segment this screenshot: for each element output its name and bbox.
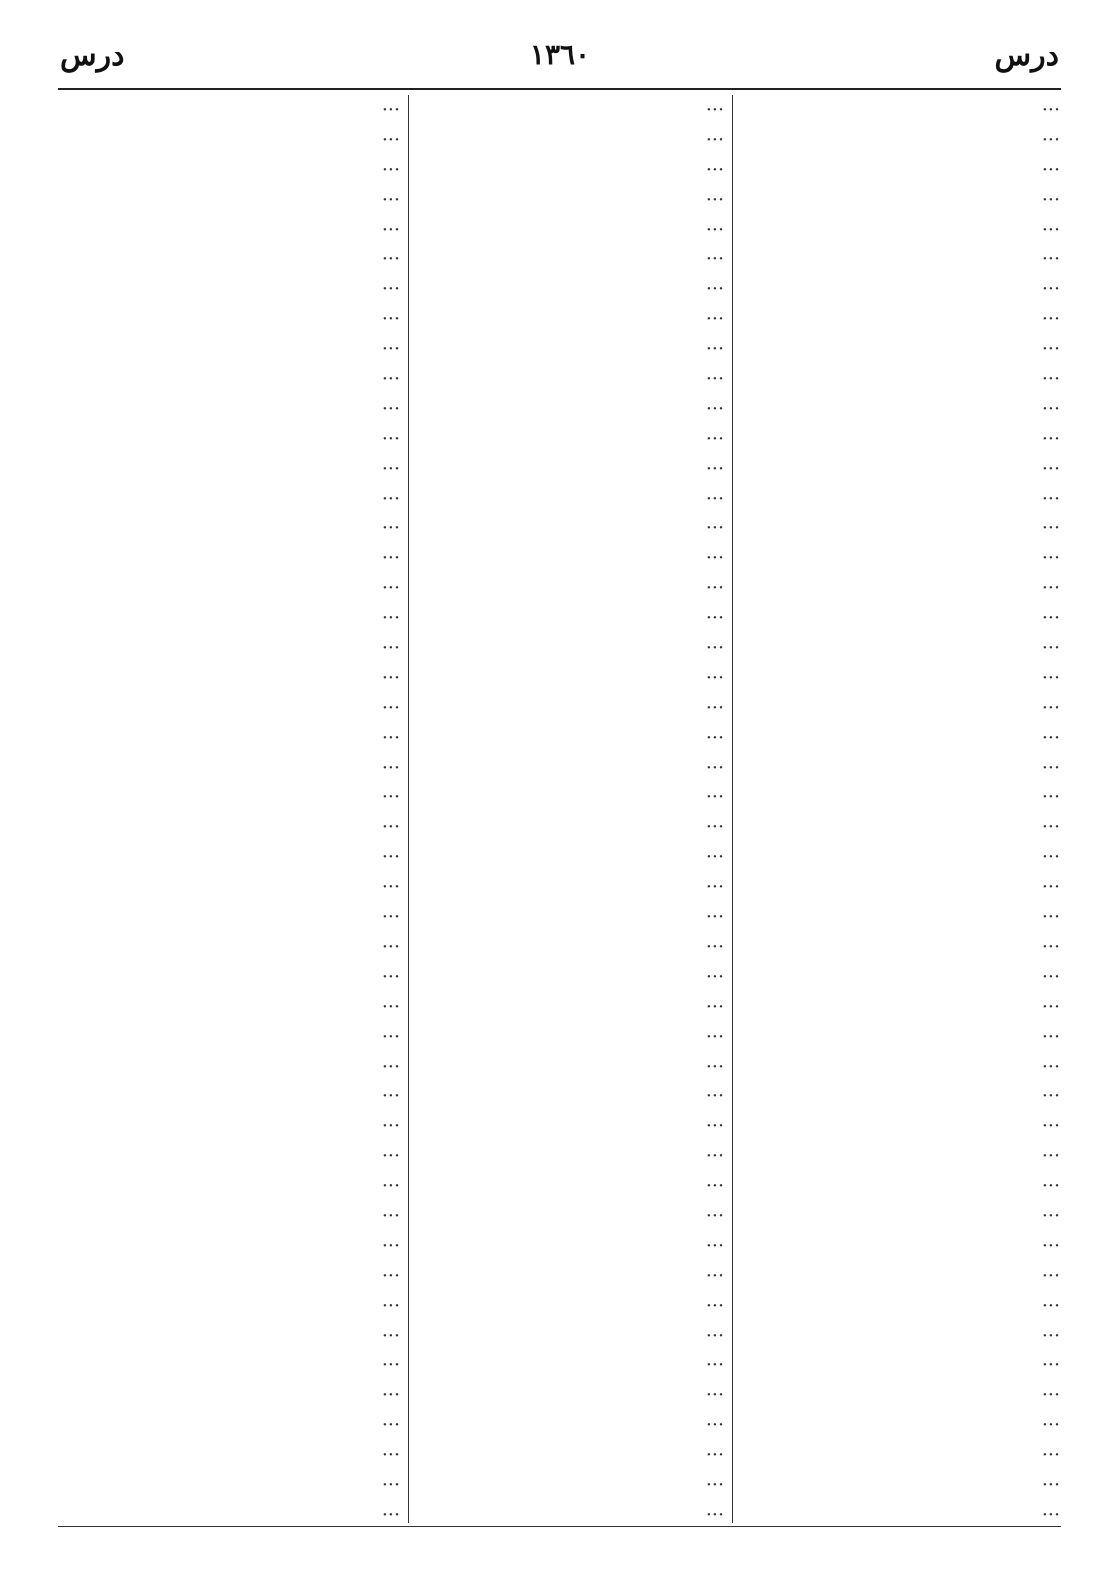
text-line: ··· (705, 906, 724, 929)
text-line: ··· (705, 965, 724, 988)
text-line: ··· (381, 666, 400, 689)
text-line: ··· (1041, 906, 1060, 929)
text-line: ··· (1041, 995, 1060, 1018)
text-line: ··· (381, 965, 400, 988)
text-line: ··· (381, 1234, 400, 1257)
text-line: ··· (381, 158, 400, 181)
text-line: ··· (1041, 786, 1060, 809)
text-line: ··· (381, 786, 400, 809)
text-line: ··· (705, 607, 724, 630)
text-line: ··· (1041, 1145, 1060, 1168)
text-line: ··· (705, 457, 724, 480)
text-line: ··· (705, 1085, 724, 1108)
text-line: ··· (1041, 1324, 1060, 1347)
text-line: ··· (381, 1444, 400, 1467)
text-line: ··· (705, 128, 724, 151)
text-line: ··· (381, 756, 400, 779)
text-line: ··· (705, 1264, 724, 1287)
text-line: ··· (381, 607, 400, 630)
text-line: ··· (1041, 666, 1060, 689)
text-line: ··· (381, 248, 400, 271)
text-line: ··· (705, 577, 724, 600)
text-line: ··· (381, 1115, 400, 1138)
header-rule (58, 88, 1061, 90)
text-line: ··· (705, 995, 724, 1018)
text-line: ··· (1041, 1294, 1060, 1317)
text-column-middle (418, 96, 726, 1522)
text-line: ··· (381, 338, 400, 361)
text-line: ··· (1041, 99, 1060, 121)
text-line: ··· (381, 368, 400, 391)
text-line: ··· (1041, 128, 1060, 151)
text-line: ··· (1041, 397, 1060, 420)
text-line: ··· (705, 666, 724, 689)
text-line: ··· (381, 1264, 400, 1287)
text-line: ··· (381, 1175, 400, 1198)
text-line: ··· (705, 816, 724, 839)
text-line: ··· (381, 1384, 400, 1407)
text-line: ··· (1041, 1384, 1060, 1407)
text-line: ··· (1041, 1025, 1060, 1048)
text-line: ··· (1041, 517, 1060, 540)
text-line: ··· (705, 338, 724, 361)
text-line: ··· (381, 1055, 400, 1078)
text-line: ··· (381, 1145, 400, 1168)
text-line: ··· (705, 99, 724, 121)
text-line: ··· (705, 517, 724, 540)
text-line: ··· (705, 158, 724, 181)
text-line: ··· (381, 99, 400, 121)
text-line: ··· (381, 517, 400, 540)
text-line: ··· (1041, 577, 1060, 600)
text-line: ··· (705, 278, 724, 301)
text-line: ··· (705, 487, 724, 510)
text-line: ··· (705, 1025, 724, 1048)
text-line: ··· (381, 696, 400, 719)
text-line: ··· (1041, 846, 1060, 869)
text-line: ··· (381, 278, 400, 301)
text-line: ··· (705, 1414, 724, 1437)
text-line: ··· (705, 308, 724, 331)
text-line: ··· (705, 1473, 724, 1496)
text-line: ··· (381, 1204, 400, 1227)
text-line: ··· (1041, 1204, 1060, 1227)
text-line: ··· (381, 846, 400, 869)
text-line: ··· (381, 935, 400, 958)
text-line: ··· (381, 577, 400, 600)
text-line: ··· (705, 427, 724, 450)
text-line: ··· (381, 1354, 400, 1377)
text-line: ··· (1041, 1414, 1060, 1437)
text-line: ··· (381, 906, 400, 929)
text-line: ··· (1041, 427, 1060, 450)
text-line: ··· (705, 1294, 724, 1317)
text-column-right (742, 96, 1062, 1522)
text-line: ··· (1041, 487, 1060, 510)
text-line: ··· (705, 397, 724, 420)
text-line: ··· (1041, 248, 1060, 271)
text-line: ··· (381, 637, 400, 660)
text-line: ··· (1041, 876, 1060, 899)
text-line: ··· (381, 1414, 400, 1437)
text-line: ··· (381, 427, 400, 450)
text-line: ··· (705, 696, 724, 719)
text-line: ··· (705, 1175, 724, 1198)
text-line: ··· (1041, 696, 1060, 719)
text-line: ··· (1041, 1085, 1060, 1108)
text-line: ··· (1041, 457, 1060, 480)
text-line: ··· (1041, 965, 1060, 988)
text-line: ··· (381, 1085, 400, 1108)
footer-rule (58, 1526, 1061, 1527)
text-line: ··· (705, 1204, 724, 1227)
text-line: ··· (1041, 756, 1060, 779)
text-line: ··· (1041, 816, 1060, 839)
text-line: ··· (705, 876, 724, 899)
text-line: ··· (381, 1025, 400, 1048)
text-line: ··· (705, 756, 724, 779)
text-line: ··· (705, 786, 724, 809)
text-line: ··· (705, 1055, 724, 1078)
text-line: ··· (381, 487, 400, 510)
page-number: ١٣٦٠ (529, 38, 591, 71)
text-line: ··· (705, 188, 724, 211)
running-head-left: درس (60, 38, 125, 73)
text-line: ··· (1041, 1354, 1060, 1377)
text-line: ··· (1041, 158, 1060, 181)
text-line: ··· (1041, 547, 1060, 570)
text-line: ··· (705, 218, 724, 241)
text-line: ··· (381, 128, 400, 151)
text-line: ··· (705, 1354, 724, 1377)
text-line: ··· (705, 1145, 724, 1168)
column-divider (408, 95, 409, 1523)
text-line: ··· (1041, 1473, 1060, 1496)
text-column-left (62, 96, 402, 1522)
text-line: ··· (1041, 1264, 1060, 1287)
text-line: ··· (1041, 726, 1060, 749)
text-line: ··· (1041, 338, 1060, 361)
text-line: ··· (381, 726, 400, 749)
text-line: ··· (381, 1294, 400, 1317)
text-line: ··· (705, 1324, 724, 1347)
text-line: ··· (1041, 935, 1060, 958)
text-line: ··· (705, 248, 724, 271)
text-line: ··· (381, 397, 400, 420)
text-line: ··· (381, 457, 400, 480)
text-line: ··· (1041, 637, 1060, 660)
text-line: ··· (381, 816, 400, 839)
text-line: ··· (381, 1473, 400, 1496)
text-line: ··· (1041, 1234, 1060, 1257)
text-line: ··· (705, 846, 724, 869)
text-line: ··· (705, 726, 724, 749)
text-line: ··· (705, 1384, 724, 1407)
text-line: ··· (1041, 1503, 1060, 1522)
text-line: ··· (1041, 368, 1060, 391)
text-line: ··· (381, 1503, 400, 1522)
text-line: ··· (381, 308, 400, 331)
text-line: ··· (381, 1324, 400, 1347)
text-line: ··· (1041, 308, 1060, 331)
text-line: ··· (705, 1444, 724, 1467)
text-line: ··· (381, 876, 400, 899)
column-divider (732, 95, 733, 1523)
text-line: ··· (1041, 1175, 1060, 1198)
text-line: ··· (705, 1503, 724, 1522)
text-line: ··· (1041, 1444, 1060, 1467)
text-line: ··· (1041, 278, 1060, 301)
text-line: ··· (1041, 1115, 1060, 1138)
text-line: ··· (381, 995, 400, 1018)
text-line: ··· (705, 637, 724, 660)
text-line: ··· (1041, 218, 1060, 241)
text-line: ··· (381, 218, 400, 241)
text-line: ··· (705, 1234, 724, 1257)
text-line: ··· (1041, 1055, 1060, 1078)
text-line: ··· (381, 547, 400, 570)
text-line: ··· (705, 935, 724, 958)
text-line: ··· (705, 547, 724, 570)
text-line: ··· (1041, 188, 1060, 211)
running-head-right: درس (994, 38, 1059, 73)
text-line: ··· (705, 1115, 724, 1138)
text-line: ··· (381, 188, 400, 211)
text-line: ··· (705, 368, 724, 391)
text-line: ··· (1041, 607, 1060, 630)
